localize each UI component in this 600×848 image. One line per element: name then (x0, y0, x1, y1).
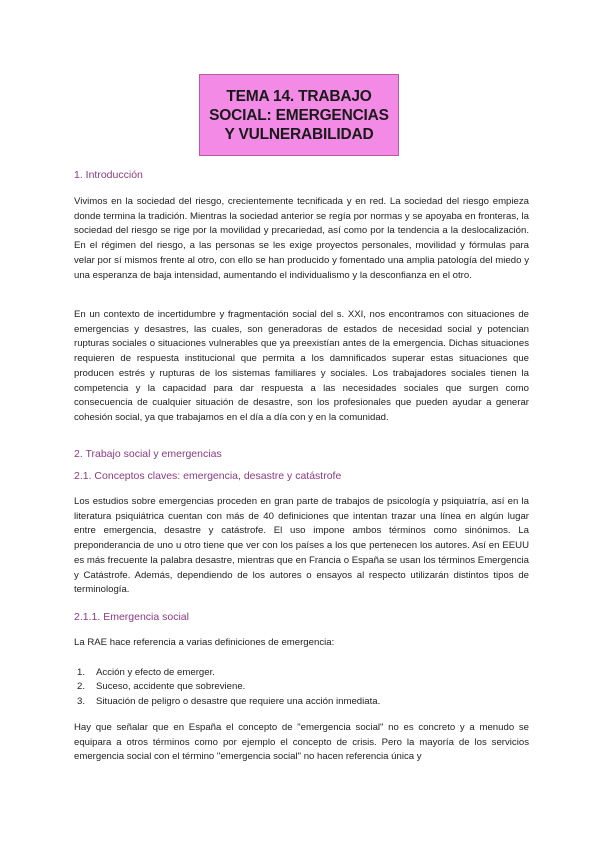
list-item (74, 680, 529, 694)
definitions-list (74, 666, 529, 709)
paragraph-2: En un contexto de incertidumbre y fragmentación social del s. XXI, nos encontramos con situaciones de emergencias y desastres, las cuales, son generadoras de estados de necesidad social y potencian rupturas sociales o situaciones vulnerables que ya preexistían antes de la emergencia. Dichas situaciones requieren de respuesta institucional que permita a los damnificados superar estas situaciones que producen estrés y rupturas de los sistemas familiares y sociales. Los trabajadores sociales tienen la competencia y la capacidad para dar respuesta a las necesidades sociales que surgen como consecuencia de cualquier situación de desastre, son los profesionales que pueden ayudar a generar cohesión social, ya que trabajamos en el día a día con y en la comunidad. (74, 309, 529, 423)
list-item-text: Suceso, accidente que sobreviene. (96, 681, 246, 693)
heading-emergencia-social: 2.1.1. Emergencia social (74, 611, 189, 623)
paragraph-1: Vivimos en la sociedad del riesgo, crecientemente tecnificada y en red. La sociedad del riesgo empieza donde termina la tradición. Mientras la sociedad anterior se regía por normas y se apoyaba en fronteras, la sociedad del riesgo se rige por la movilidad y precariedad, así como por la tendencia a la deslocalización. En el régimen del riesgo, a las personas se les exige proyectos personales, movilidad y fórmulas para velar por sí mismos frente al otro, con ello se han producido y fomentado una amplia patología del miedo y una esperanza de baja intensidad, aumentando el individualismo y la desconfianza en el otro. (74, 196, 529, 281)
title-box (199, 74, 399, 156)
list-item-text: Situación de peligro o desastre que requiere una acción inmediata. (96, 695, 381, 707)
paragraph-5: Hay que señalar que en España el concepto de "emergencia social" no es concreto y a menudo se equipara a otros términos como por ejemplo el concepto de crisis. Pero la mayoría de los servicios emergencia social con el término "emergencia social" no hacen referencia única y (74, 722, 529, 763)
list-item-number: 2. (77, 681, 86, 693)
paragraph-3: Los estudios sobre emergencias proceden en gran parte de trabajos de psicología y psiquiatría, así en la literatura psiquiátrica cuentan con más de 40 definiciones que intentan trazar una línea en algún lugar entre emergencia, desastre y catástrofe. El uso impone ambos términos como sinónimos. La preponderancia de uno u otro tiene que ver con los países a los que pertenecen los autores. Así en EEUU es más frecuente la palabra desastre, mientras que en Francia o España se usan los términos Emergencia y Catástrofe. Además, dependiendo de los autores o ensayos al respecto utilizarán distintos tipos de terminología. (74, 496, 529, 596)
document-title: TEMA 14. TRABAJO SOCIAL: EMERGENCIAS Y VULNERABILIDAD (209, 87, 389, 143)
list-item (74, 695, 529, 709)
list-item (74, 666, 529, 680)
paragraph-4: La RAE hace referencia a varias definiciones de emergencia: (74, 637, 335, 648)
heading-trabajo-social: 2. Trabajo social y emergencias (74, 448, 222, 460)
heading-conceptos-claves: 2.1. Conceptos claves: emergencia, desastre y catástrofe (74, 470, 342, 482)
list-item-number: 3. (77, 695, 86, 707)
heading-introduccion: 1. Introducción (74, 169, 143, 181)
list-item-text: Acción y efecto de emerger. (96, 667, 215, 678)
list-item-number: 1. (77, 667, 86, 678)
